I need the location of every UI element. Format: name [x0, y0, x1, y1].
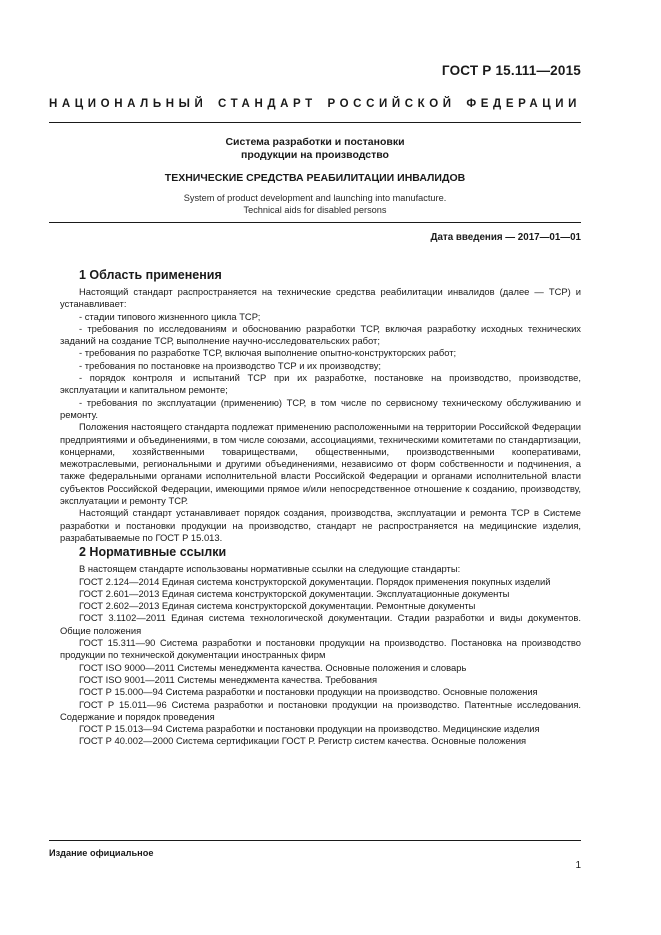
english-title-line1: System of product development and launching into manufacture. [183, 193, 447, 203]
national-standard-banner: НАЦИОНАЛЬНЫЙ СТАНДАРТ РОССИЙСКОЙ ФЕДЕРАЦИИ [49, 98, 581, 110]
section1-list-item: - требования по разработке ТСР, включая выполнение опытно-конструкторских работ; [79, 347, 457, 359]
section2-paragraph: В настоящем стандарте использованы нормативные ссылки на следующие стандарты: [79, 563, 461, 575]
page-number: 1 [575, 860, 581, 871]
title-bottom-rule [49, 222, 581, 223]
normative-reference: ГОСТ 2.124—2014 Единая система конструкторской документации. Порядок применения покупных изделий [79, 575, 551, 587]
section1-paragraph: Положения настоящего стандарта подлежат применению расположенными на территории Российской Федерации предприятиями и объединениями, в том числе союзами, ассоциациями, техническими комитетами по стандартизации, концернами, хозяйственными товариществами, общественными, производственными кооперативами, межотраслевыми, региональными и другими объединениями, независимо от форм собственности и подчинения, а также федеральными органами исполнительной власти Российской Федерации и органами исполнительной власти субъектов Российской Федерации, имеющими прямое и/или непосредственное отношение к созданию, производству, эксплуатации и ремонту ТСР. [60, 421, 581, 507]
main-title: ТЕХНИЧЕСКИЕ СРЕДСТВА РЕАБИЛИТАЦИИ ИНВАЛИДОВ [164, 172, 466, 184]
standard-number: ГОСТ Р 15.111—2015 [441, 63, 581, 78]
system-title-line1: Система разработки и постановки [225, 136, 405, 148]
section1-list-item: - требования по постановке на производство ТСР и их производству; [79, 359, 382, 371]
system-title-line2: продукции на производство [241, 149, 389, 161]
section1-list-item: - порядок контроля и испытаний ТСР при их разработке, постановке на производство, производстве, эксплуатации и капитальном ремонте; [60, 372, 581, 396]
normative-reference: ГОСТ ISO 9000—2011 Системы менеджмента качества. Основные положения и словарь [79, 661, 467, 673]
official-edition-label: Издание официальное [49, 848, 154, 858]
normative-reference: ГОСТ Р 15.011—96 Система разработки и постановки продукции на производство. Патентные исследования. Содержание и порядок проведения [60, 698, 581, 722]
section1-paragraph: Настоящий стандарт распространяется на технические средства реабилитации инвалидов (далее — ТСР) и устанавливает: [60, 286, 581, 310]
section1-paragraph: Настоящий стандарт устанавливает порядок создания, производства, эксплуатации и ремонта ТСР в Системе разработки и постановки продукции на производство, стандарт не распространяется на медицинские изделия, разрабатываемые по ГОСТ Р 15.013. [60, 507, 581, 543]
title-block [49, 136, 581, 216]
top-rule [49, 122, 581, 123]
section1-list-item: - требования по эксплуатации (применению) ТСР, в том числе по сервисному техническому обслуживанию и ремонту. [60, 396, 581, 420]
document-body [60, 268, 581, 748]
introduction-date: Дата введения — 2017—01—01 [430, 232, 581, 243]
section1-list-item: - стадии типового жизненного цикла ТСР; [79, 310, 261, 322]
normative-reference: ГОСТ Р 15.000—94 Система разработки и постановки продукции на производство. Основные положения [79, 686, 538, 698]
normative-reference: ГОСТ 2.601—2013 Единая система конструкторской документации. Эксплуатационные документы [79, 587, 510, 599]
english-title-line2: Technical aids for disabled persons [243, 204, 387, 215]
section1-heading: 1 Область применения [79, 268, 222, 282]
normative-reference: ГОСТ ISO 9001—2011 Системы менеджмента качества. Требования [79, 673, 378, 685]
normative-reference: ГОСТ 15.311—90 Система разработки и постановки продукции на производство. Постановка на производство продукции по технической документации иностранных фирм [60, 637, 581, 661]
normative-reference: ГОСТ Р 15.013—94 Система разработки и постановки продукции на производство. Медицинские изделия [79, 723, 540, 735]
section2-heading: 2 Нормативные ссылки [79, 545, 227, 560]
footer-rule [49, 840, 581, 841]
normative-reference: ГОСТ 2.602—2013 Единая система конструкторской документации. Ремонтные документы [79, 600, 476, 612]
normative-reference: ГОСТ Р 40.002—2000 Система сертификации ГОСТ Р. Регистр систем качества. Основные положения [79, 735, 527, 747]
section1-list-item: - требования по исследованиям и обоснованию разработки ТСР, включая разработку исходных технических заданий на создание ТСР, выполнение научно-исследовательских работ; [60, 322, 581, 347]
normative-reference: ГОСТ 3.1102—2011 Единая система технологической документации. Стадии разработки и виды документов. Общие положения [60, 612, 581, 636]
